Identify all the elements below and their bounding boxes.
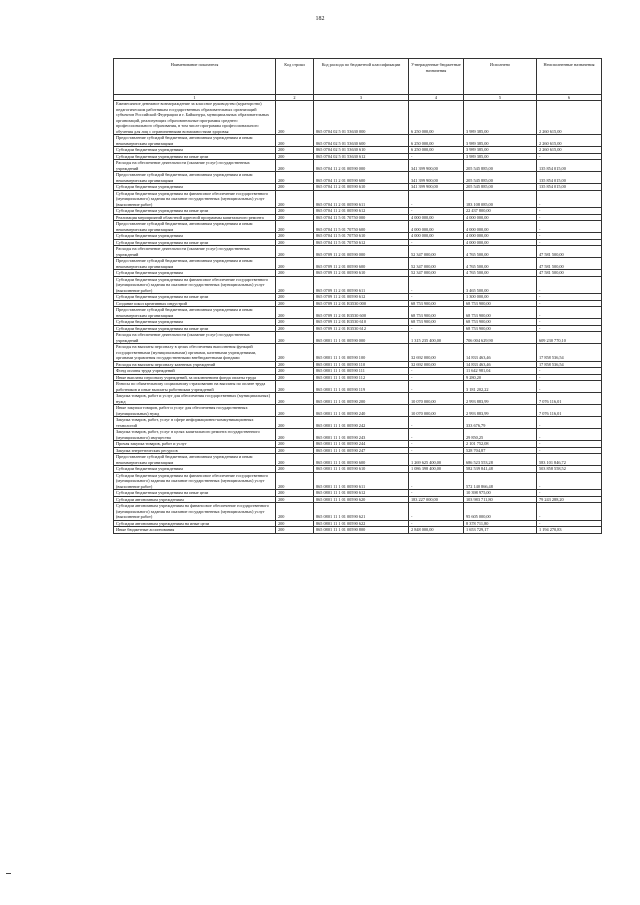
row-approved: 68 753 900,00: [409, 300, 464, 307]
row-executed: 4 000 000,00: [464, 214, 537, 221]
table-row: [114, 135, 602, 147]
row-name: Иные выплаты персоналу учреждений, за исключением фонда оплаты труда: [114, 374, 276, 381]
table-row: [114, 276, 602, 294]
row-approved: 32 692 000,00: [409, 344, 464, 362]
row-name: Иные закупки товаров, работ и услуг для обеспечения государственных (муниципальных) нужд: [114, 405, 276, 417]
row-name: Создание школ креативных индустрий: [114, 300, 276, 307]
row-executed: 3 989 385,00: [464, 135, 537, 147]
row-approved: -: [409, 417, 464, 429]
row-executed: 68 753 900,00: [464, 300, 537, 307]
header-line-code: Код строки: [276, 59, 314, 95]
row-executed: 4 000 000,00: [464, 239, 537, 246]
row-line-code: 200: [276, 294, 314, 301]
row-expense-code: 865 0801 11 1 01 00590 112: [314, 374, 409, 381]
row-expense-code: 865 0801 11 1 01 00590 200: [314, 393, 409, 405]
row-line-code: 200: [276, 472, 314, 490]
row-approved: -: [409, 294, 464, 301]
row-approved: 68 753 900,00: [409, 319, 464, 326]
row-executed: 3 989 385,00: [464, 147, 537, 154]
row-line-code: 200: [276, 135, 314, 147]
row-name: Предоставление субсидий бюджетным, автономным учреждениям и иным некоммерческим организациям: [114, 307, 276, 319]
row-executed: 2 101 752,08: [464, 441, 537, 448]
row-expense-code: 865 0801 11 1 01 00590 621: [314, 503, 409, 521]
row-name: Субсидии автономным учреждениям на иные цели: [114, 520, 276, 527]
row-expense-code: 865 0801 11 1 01 00590 612: [314, 490, 409, 497]
row-executed: 582 539 841,48: [464, 466, 537, 473]
row-expense-code: 865 0801 11 1 01 00590 247: [314, 447, 409, 454]
table-row: [114, 221, 602, 233]
page-number: 182: [315, 16, 325, 22]
row-unexecuted: -: [537, 319, 602, 326]
row-line-code: 200: [276, 361, 314, 368]
row-unexecuted: -: [537, 190, 602, 208]
row-expense-code: 865 0801 11 1 01 00590 240: [314, 405, 409, 417]
row-unexecuted: -: [537, 472, 602, 490]
row-unexecuted: -: [537, 153, 602, 160]
row-unexecuted: 2 260 615,00: [537, 147, 602, 154]
row-unexecuted: 7 076 116,01: [537, 393, 602, 405]
row-executed: 9 280,20: [464, 374, 537, 381]
row-executed: 8 378 711,80: [464, 520, 537, 527]
column-number: 6: [537, 95, 602, 101]
row-executed: 3 465 500,00: [464, 276, 537, 294]
row-executed: 686 523 553,28: [464, 454, 537, 466]
row-name: Закупка товаров, работ и услуг для обеспечения государственных (муниципальных) нужд: [114, 393, 276, 405]
row-name: Субсидии бюджетным учреждениям на иные цели: [114, 325, 276, 332]
row-name: Закупка товаров, работ, услуг в целях капитального ремонта государственного (муниципального) имущества: [114, 429, 276, 441]
row-executed: 95 605 000,00: [464, 503, 537, 521]
row-executed: 333 676,79: [464, 417, 537, 429]
row-expense-code: 865 0801 11 1 01 00590 611: [314, 472, 409, 490]
row-line-code: 200: [276, 214, 314, 221]
header-indicator-name: Наименование показателя: [114, 59, 276, 95]
row-approved: 52 347 000,00: [409, 270, 464, 277]
row-expense-code: 865 0704 02 5 01 53630 600: [314, 135, 409, 147]
row-executed: 10 398 975,00: [464, 490, 537, 497]
row-expense-code: 865 0704 11 5 01 70750 612: [314, 239, 409, 246]
row-line-code: 200: [276, 496, 314, 503]
row-name: Субсидии автономным учреждениям на финансовое обеспечение государственного (муниципального) задания на оказание государственных (муниципальных) услуг (выполнение работ): [114, 503, 276, 521]
row-unexecuted: -: [537, 520, 602, 527]
row-line-code: 200: [276, 221, 314, 233]
row-executed: 68 753 900,00: [464, 307, 537, 319]
row-expense-code: 865 0801 11 1 01 00590 110: [314, 361, 409, 368]
row-approved: -: [409, 447, 464, 454]
row-expense-code: 865 0801 11 1 01 00590 242: [314, 417, 409, 429]
row-approved: 6 250 000,00: [409, 135, 464, 147]
row-executed: 183 108 085,00: [464, 190, 537, 208]
header-approved: Утвержденные бюджетные назначения: [409, 59, 464, 95]
row-unexecuted: -: [537, 325, 602, 332]
row-approved: 10 070 000,00: [409, 393, 464, 405]
row-approved: -: [409, 208, 464, 215]
row-executed: 4 765 500,00: [464, 258, 537, 270]
row-name: Прочая закупка товаров, работ и услуг: [114, 441, 276, 448]
row-line-code: 200: [276, 332, 314, 344]
row-expense-code: 865 0704 11 2 01 00590 000: [314, 160, 409, 172]
row-line-code: 200: [276, 258, 314, 270]
table-row: [114, 172, 602, 184]
row-unexecuted: -: [537, 233, 602, 240]
table-row: [114, 381, 602, 393]
column-number: 5: [464, 95, 537, 101]
row-approved: 6 250 000,00: [409, 101, 464, 135]
row-line-code: 200: [276, 325, 314, 332]
row-executed: 1 300 000,00: [464, 294, 537, 301]
row-name: Иные бюджетные ассигнования: [114, 527, 276, 534]
row-executed: 68 753 900,00: [464, 319, 537, 326]
row-line-code: 200: [276, 466, 314, 473]
row-approved: -: [409, 153, 464, 160]
row-expense-code: 865 0709 11 2 01 00590 611: [314, 276, 409, 294]
table-row: [114, 527, 602, 534]
row-expense-code: 865 0801 11 1 01 00590 600: [314, 454, 409, 466]
row-line-code: 200: [276, 454, 314, 466]
row-unexecuted: -: [537, 214, 602, 221]
row-unexecuted: 7 076 116,01: [537, 405, 602, 417]
row-unexecuted: -: [537, 221, 602, 233]
row-line-code: 200: [276, 160, 314, 172]
row-unexecuted: -: [537, 447, 602, 454]
row-expense-code: 865 0704 11 2 01 00590 600: [314, 172, 409, 184]
row-line-code: 200: [276, 270, 314, 277]
row-approved: -: [409, 503, 464, 521]
row-approved: 2 848 000,00: [409, 527, 464, 534]
row-name: Расходы на обеспечение деятельности (оказание услуг) государственных учреждений: [114, 332, 276, 344]
row-name: Предоставление субсидий бюджетным, автономным учреждениям и иным некоммерческим организациям: [114, 135, 276, 147]
row-executed: 3 989 385,00: [464, 153, 537, 160]
row-unexecuted: -: [537, 429, 602, 441]
table-row: [114, 101, 602, 135]
table-row: [114, 258, 602, 270]
row-unexecuted: 17 858 536,54: [537, 344, 602, 362]
row-unexecuted: -: [537, 368, 602, 375]
row-unexecuted: 503 858 558,52: [537, 466, 602, 473]
row-name: Закупка энергетических ресурсов: [114, 447, 276, 454]
row-name: Субсидии бюджетным учреждениям на финансовое обеспечение государственного (муниципального) задания на оказание государственных (муниципальных) услуг (выполнение работ): [114, 472, 276, 490]
row-expense-code: 865 0801 11 1 01 00590 243: [314, 429, 409, 441]
row-line-code: 200: [276, 368, 314, 375]
row-expense-code: 865 0801 11 1 01 00590 000: [314, 332, 409, 344]
row-executed: 22 437 800,00: [464, 208, 537, 215]
row-name: Реализация мероприятий областной адресной программы капитального ремонта: [114, 214, 276, 221]
row-unexecuted: 47 581 500,00: [537, 270, 602, 277]
row-executed: 4 000 000,00: [464, 233, 537, 240]
row-unexecuted: -: [537, 503, 602, 521]
row-line-code: 200: [276, 417, 314, 429]
row-line-code: 200: [276, 319, 314, 326]
row-expense-code: 865 0801 11 1 01 00590 119: [314, 381, 409, 393]
row-line-code: 200: [276, 405, 314, 417]
row-executed: 29 850,25: [464, 429, 537, 441]
column-number: 1: [114, 95, 276, 101]
row-approved: -: [409, 374, 464, 381]
row-unexecuted: -: [537, 208, 602, 215]
row-name: Субсидии бюджетным учреждениям на финансовое обеспечение государственного (муниципального) задания на оказание государственных (муниципальных) услуг (выполнение работ): [114, 276, 276, 294]
row-name: Предоставление субсидий бюджетным, автономным учреждениям и иным некоммерческим организациям: [114, 172, 276, 184]
row-executed: 528 704,87: [464, 447, 537, 454]
row-unexecuted: 135 854 015,00: [537, 172, 602, 184]
row-name: Предоставление субсидий бюджетным, автономным учреждениям и иным некоммерческим организациям: [114, 258, 276, 270]
row-approved: 10 070 000,00: [409, 405, 464, 417]
row-executed: 4 765 500,00: [464, 270, 537, 277]
row-name: Ежемесячное денежное вознаграждение за классное руководство (кураторство) педагогическим работникам государственных образовательных организаций субъектов Российской Федерации и г. Байконура, муниципальных образовательных организаций, реализующих образовательные программы среднего профессионального образования, в том числе программы профессионального обучения для лиц с ограниченными возможностями здоровья: [114, 101, 276, 135]
row-name: Субсидии бюджетным учреждениям на финансовое обеспечение государственного (муниципального) задания на оказание государственных (муниципальных) услуг (выполнение работ): [114, 190, 276, 208]
row-expense-code: 865 0801 11 1 01 00590 244: [314, 441, 409, 448]
row-unexecuted: -: [537, 381, 602, 393]
row-executed: 1 653 729,17: [464, 527, 537, 534]
row-name: Субсидии автономным учреждениям: [114, 496, 276, 503]
row-name: Взносы по обязательному социальному страхованию на выплаты по оплате труда работников и иные выплаты работникам учреждений: [114, 381, 276, 393]
row-executed: 68 753 900,00: [464, 325, 537, 332]
row-expense-code: 865 0801 11 1 01 00590 111: [314, 368, 409, 375]
row-name: Субсидии бюджетным учреждениям на иные цели: [114, 153, 276, 160]
table-row: [114, 344, 602, 362]
row-unexecuted: -: [537, 417, 602, 429]
row-expense-code: 865 0709 11 2 01 R3530 612: [314, 325, 409, 332]
row-name: Субсидии бюджетным учреждениям: [114, 270, 276, 277]
row-line-code: 200: [276, 307, 314, 319]
row-expense-code: 865 0709 11 2 01 R3530 610: [314, 319, 409, 326]
row-approved: -: [409, 239, 464, 246]
row-approved: -: [409, 441, 464, 448]
table-row: [114, 454, 602, 466]
row-approved: -: [409, 429, 464, 441]
row-line-code: 200: [276, 429, 314, 441]
row-unexecuted: -: [537, 276, 602, 294]
row-unexecuted: 135 854 015,00: [537, 160, 602, 172]
row-unexecuted: 47 581 500,00: [537, 246, 602, 258]
row-name: Расходы на обеспечение деятельности (оказание услуг) государственных учреждений: [114, 160, 276, 172]
row-line-code: 200: [276, 239, 314, 246]
header-expense-code: Код расхода по бюджетной классификации: [314, 59, 409, 95]
row-approved: 1 315 235 400,00: [409, 332, 464, 344]
row-line-code: 200: [276, 447, 314, 454]
row-approved: -: [409, 190, 464, 208]
row-name: Субсидии бюджетным учреждениям: [114, 233, 276, 240]
row-line-code: 200: [276, 172, 314, 184]
row-executed: 572 140 866,48: [464, 472, 537, 490]
row-line-code: 200: [276, 503, 314, 521]
row-approved: -: [409, 381, 464, 393]
row-expense-code: 865 0801 11 1 01 00590 620: [314, 496, 409, 503]
row-name: Расходы на выплаты персоналу в целях обеспечения выполнения функций государственными (муниципальными) органами, казенными учреждениями, органами управления государственными внебюджетными фондами: [114, 344, 276, 362]
row-unexecuted: -: [537, 490, 602, 497]
row-unexecuted: 135 854 015,00: [537, 184, 602, 191]
table-row: [114, 417, 602, 429]
row-name: Субсидии бюджетным учреждениям на иные цели: [114, 208, 276, 215]
row-expense-code: 865 0709 11 2 01 00590 000: [314, 246, 409, 258]
row-name: Предоставление субсидий бюджетным, автономным учреждениям и иным некоммерческим организациям: [114, 221, 276, 233]
row-line-code: 200: [276, 233, 314, 240]
row-unexecuted: 2 260 615,00: [537, 101, 602, 135]
row-executed: 706 004 629,90: [464, 332, 537, 344]
row-line-code: 200: [276, 101, 314, 135]
row-unexecuted: 47 581 500,00: [537, 258, 602, 270]
row-expense-code: 865 0709 11 2 01 R3530 000: [314, 300, 409, 307]
row-unexecuted: 17 858 536,54: [537, 361, 602, 368]
table-row: [114, 160, 602, 172]
row-line-code: 200: [276, 393, 314, 405]
row-expense-code: 865 0704 02 5 01 53630 610: [314, 147, 409, 154]
table-row: [114, 393, 602, 405]
row-approved: 183 227 000,00: [409, 496, 464, 503]
row-expense-code: 865 0704 02 5 01 53630 612: [314, 153, 409, 160]
column-number: 2: [276, 95, 314, 101]
row-unexecuted: -: [537, 374, 602, 381]
row-expense-code: 865 0709 11 2 01 00590 612: [314, 294, 409, 301]
row-name: Расходы на обеспечение деятельности (оказание услуг) государственных учреждений: [114, 246, 276, 258]
row-line-code: 200: [276, 441, 314, 448]
row-expense-code: 865 0709 11 2 01 R3530 600: [314, 307, 409, 319]
row-expense-code: 865 0704 11 2 01 00590 610: [314, 184, 409, 191]
row-approved: -: [409, 520, 464, 527]
row-name: Закупка товаров, работ, услуг в сфере информационно-коммуникационных технологий: [114, 417, 276, 429]
row-name: Субсидии бюджетным учреждениям: [114, 184, 276, 191]
row-approved: 4 000 000,00: [409, 214, 464, 221]
row-executed: 205 545 885,00: [464, 172, 537, 184]
row-unexecuted: -: [537, 307, 602, 319]
row-approved: 341 399 900,00: [409, 172, 464, 184]
row-approved: 341 399 900,00: [409, 184, 464, 191]
row-expense-code: 865 0709 11 2 01 00590 610: [314, 270, 409, 277]
row-line-code: 200: [276, 490, 314, 497]
row-executed: 4 765 500,00: [464, 246, 537, 258]
margin-mark: [6, 873, 11, 874]
row-executed: 14 833 463,46: [464, 361, 537, 368]
row-executed: 3 181 202,22: [464, 381, 537, 393]
row-unexecuted: 609 230 770,10: [537, 332, 602, 344]
row-approved: 52 347 000,00: [409, 258, 464, 270]
row-unexecuted: 583 101 846,72: [537, 454, 602, 466]
row-expense-code: 865 0709 11 2 01 00590 600: [314, 258, 409, 270]
row-approved: -: [409, 472, 464, 490]
row-approved: 32 692 000,00: [409, 361, 464, 368]
table-row: [114, 190, 602, 208]
row-executed: 2 993 883,99: [464, 405, 537, 417]
row-expense-code: 865 0704 11 2 01 00590 611: [314, 190, 409, 208]
row-approved: 4 000 000,00: [409, 233, 464, 240]
header-unexecuted: Неисполненные назначения: [537, 59, 602, 95]
row-executed: 205 545 885,00: [464, 184, 537, 191]
row-unexecuted: 2 260 615,00: [537, 135, 602, 147]
row-name: Субсидии бюджетным учреждениям на иные цели: [114, 239, 276, 246]
row-line-code: 200: [276, 208, 314, 215]
row-name: Субсидии бюджетным учреждениям: [114, 466, 276, 473]
table-row: [114, 246, 602, 258]
column-number: 4: [409, 95, 464, 101]
row-name: Фонд оплаты труда учреждений: [114, 368, 276, 375]
row-executed: 205 545 885,00: [464, 160, 537, 172]
row-approved: 1 086 398 400,00: [409, 466, 464, 473]
row-line-code: 200: [276, 520, 314, 527]
row-line-code: 200: [276, 276, 314, 294]
row-expense-code: 865 0801 11 1 01 00590 100: [314, 344, 409, 362]
row-approved: 68 753 900,00: [409, 307, 464, 319]
row-line-code: 200: [276, 344, 314, 362]
table-body: [114, 101, 602, 534]
row-approved: 341 399 900,00: [409, 160, 464, 172]
row-executed: 2 993 883,99: [464, 393, 537, 405]
row-approved: -: [409, 276, 464, 294]
row-approved: -: [409, 325, 464, 332]
row-line-code: 200: [276, 374, 314, 381]
row-expense-code: 865 0704 02 5 01 53630 000: [314, 101, 409, 135]
row-name: Субсидии бюджетным учреждениям на иные цели: [114, 294, 276, 301]
row-expense-code: 865 0704 11 2 01 00590 612: [314, 208, 409, 215]
budget-execution-table: [113, 58, 602, 534]
row-line-code: 200: [276, 381, 314, 393]
row-expense-code: 865 0704 11 5 01 70750 600: [314, 221, 409, 233]
row-expense-code: 865 0704 11 5 01 70750 610: [314, 233, 409, 240]
table-row: [114, 307, 602, 319]
table-row: [114, 472, 602, 490]
table-row: [114, 332, 602, 344]
row-unexecuted: 79 243 288,20: [537, 496, 602, 503]
row-approved: -: [409, 368, 464, 375]
table-row: [114, 405, 602, 417]
table-header-row: [114, 59, 602, 95]
row-name: Субсидии бюджетным учреждениям: [114, 147, 276, 154]
row-approved: -: [409, 490, 464, 497]
row-name: Предоставление субсидий бюджетным, автономным учреждениям и иным некоммерческим организациям: [114, 454, 276, 466]
row-approved: 1 269 625 400,00: [409, 454, 464, 466]
header-executed: Исполнено: [464, 59, 537, 95]
row-line-code: 200: [276, 184, 314, 191]
row-line-code: 200: [276, 190, 314, 208]
row-executed: 103 983 711,80: [464, 496, 537, 503]
row-unexecuted: -: [537, 294, 602, 301]
row-executed: 11 642 981,04: [464, 368, 537, 375]
row-name: Субсидии бюджетным учреждениям на иные цели: [114, 490, 276, 497]
table-row: [114, 429, 602, 441]
row-expense-code: 865 0801 11 1 01 00590 610: [314, 466, 409, 473]
row-unexecuted: -: [537, 441, 602, 448]
row-line-code: 200: [276, 153, 314, 160]
row-unexecuted: -: [537, 300, 602, 307]
row-expense-code: 865 0704 11 5 01 70750 000: [314, 214, 409, 221]
row-line-code: 200: [276, 246, 314, 258]
row-executed: 3 989 385,00: [464, 101, 537, 135]
table-row: [114, 503, 602, 521]
row-approved: 4 000 000,00: [409, 221, 464, 233]
column-number: 3: [314, 95, 409, 101]
row-line-code: 200: [276, 300, 314, 307]
row-expense-code: 865 0801 11 1 01 00590 800: [314, 527, 409, 534]
row-name: Расходы на выплаты персоналу казенных учреждений: [114, 361, 276, 368]
row-executed: 4 000 000,00: [464, 221, 537, 233]
row-line-code: 200: [276, 147, 314, 154]
row-line-code: 200: [276, 527, 314, 534]
row-approved: 52 347 000,00: [409, 246, 464, 258]
row-approved: 6 250 000,00: [409, 147, 464, 154]
row-unexecuted: -: [537, 239, 602, 246]
row-executed: 14 833 463,46: [464, 344, 537, 362]
row-name: Субсидии бюджетным учреждениям: [114, 319, 276, 326]
row-expense-code: 865 0801 11 1 01 00590 622: [314, 520, 409, 527]
row-unexecuted: 1 194 270,83: [537, 527, 602, 534]
